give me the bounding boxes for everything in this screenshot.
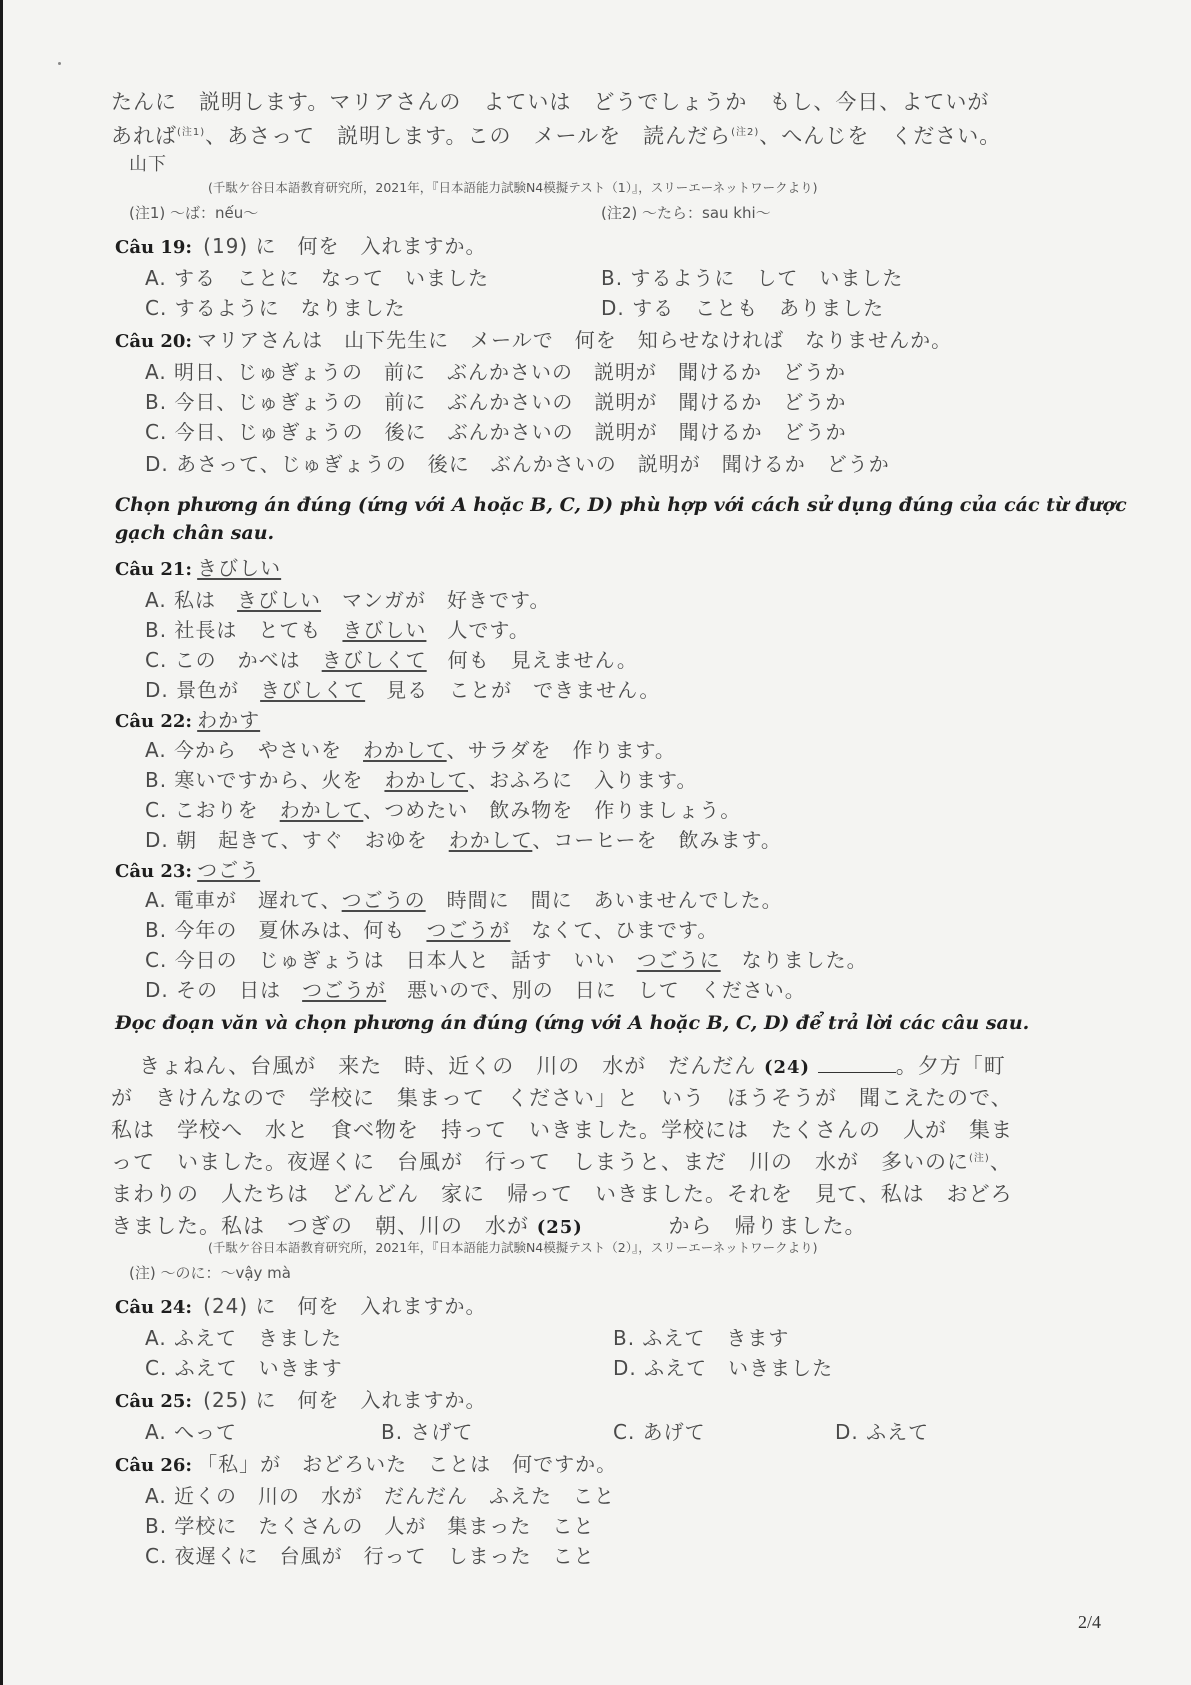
passage1-line2-part: 、へんじを ください。 (759, 124, 1002, 148)
q24-option-a: A. ふえて きました (145, 1326, 343, 1350)
question-22 (115, 704, 1191, 733)
target-word: きびしい (197, 556, 282, 580)
option-text: A. 電車が 遅れて、 (145, 888, 342, 912)
option-text: 人です。 (426, 618, 530, 642)
passage1-note1: (注1) ～ば：nếu～ (129, 204, 259, 222)
underlined-word: わかして (279, 798, 364, 822)
blank-marker-25: (25) (536, 1217, 583, 1238)
question-23 (115, 854, 1191, 883)
option-text: D. その 日は (145, 978, 303, 1002)
q25-option-a: A. へって (145, 1420, 238, 1444)
q21-option-c (145, 644, 1191, 673)
option-text: 、サラダを 作ります。 (446, 738, 676, 762)
q26-option-a: A. 近くの 川の 水が だんだん ふえた こと (145, 1484, 616, 1508)
q21-option-a (145, 584, 1191, 613)
instruction-usage-line1: Chọn phương án đúng (ứng với A hoặc B, C, D) phù hợp với cách sử dụng đúng của các từ được (115, 494, 1127, 516)
target-word: わかす (197, 708, 261, 732)
question-25 (115, 1384, 1191, 1413)
option-text: なくて、ひまです。 (510, 918, 719, 942)
option-text: なりました。 (720, 948, 868, 972)
option-text: A. 私は (145, 588, 238, 612)
q23-option-b (145, 914, 1191, 943)
passage2-line6 (111, 1210, 1191, 1240)
passage1-line1: たんに 説明します。マリアさんの よていは どうでしょうか もし、今日、よていが (111, 90, 990, 114)
q19-option-a: A. する ことに なって いました (145, 266, 490, 290)
q23-option-d (145, 974, 1191, 1003)
question-19 (115, 230, 1191, 259)
q19-option-d: D. する ことも ありました (601, 296, 885, 320)
q22-option-d (145, 824, 1191, 853)
option-text: 悪いので、別の 日に して ください。 (386, 978, 806, 1002)
underlined-word: きびしくて (260, 678, 366, 702)
passage2-note: (注) ～のに：～vậy mà (129, 1264, 291, 1282)
option-text: C. こおりを (145, 798, 280, 822)
q25-option-b: B. さげて (381, 1420, 474, 1444)
instruction-usage-line2: gạch chân sau. (115, 522, 275, 544)
scan-speck (58, 62, 61, 65)
q26-option-c: C. 夜遅くに 台風が 行って しまった こと (145, 1544, 595, 1568)
q19-option-c: C. するように なりました (145, 296, 406, 320)
page-number: 2/4 (1078, 1612, 1102, 1632)
q25-option-c: C. あげて (613, 1420, 706, 1444)
instruction-reading: Đọc đoạn văn và chọn phương án đúng (ứng với A hoặc B, C, D) để trả lời các câu sau. (115, 1012, 1030, 1034)
q19-option-b: B. するように して いました (601, 266, 904, 290)
answer-blank (590, 1217, 668, 1233)
passage2-line3: 私は 学校へ 水と 食べ物を 持って いきました。学校には たくさんの 人が 集ま (111, 1118, 1013, 1142)
passage2-line2: が きけんなので 学校に 集まって ください」と いう ほうそうが 聞こえたので、 (111, 1086, 1013, 1110)
q20-option-b: B. 今日、じゅぎょうの 前に ぶんかさいの 説明が 聞けるか どうか (145, 390, 847, 414)
footnote-marker: (注2) (731, 127, 760, 138)
passage1-source: (千駄ケ谷日本語教育研究所，2021年，『日本語能力試験N4模擬テスト（1）』，スリーエーネットワークより) (208, 180, 818, 195)
underlined-word: つごうに (636, 948, 721, 972)
blank-marker-24: (24) (763, 1057, 811, 1078)
q24-option-b: B. ふえて きます (613, 1326, 790, 1350)
q22-option-a (145, 734, 1191, 763)
question-24 (115, 1290, 1191, 1319)
passage1-note2: (注2) ～たら：sau khi～ (601, 204, 771, 222)
underlined-word: きびしくて (321, 648, 427, 672)
passage2-source: (千駄ケ谷日本語教育研究所，2021年，『日本語能力試験N4模擬テスト（2）』，スリーエーネットワークより) (208, 1240, 818, 1255)
option-text: D. 景色が (145, 678, 261, 702)
answer-blank (818, 1056, 896, 1073)
option-text: C. この かべは (145, 648, 322, 672)
passage-text: って いました。夜遅くに 台風が 行って しまうと、まだ 川の 水が 多いのに (111, 1150, 969, 1174)
passage1-line2-part: 、あさって 説明します。この メールを 読んだら (205, 124, 732, 148)
question-text: 「私」が おどろいた ことは 何ですか。 (197, 1452, 618, 1476)
passage-text: 。夕方「町 (895, 1054, 1006, 1078)
passage2-line1 (139, 1050, 1191, 1080)
option-text: C. 今日の じゅぎょうは 日本人と 話す いい (145, 948, 637, 972)
passage1-line2-part: あれば (111, 124, 177, 148)
passage2-line5: まわりの 人たちは どんどん 家に 帰って いきました。それを 見て、私は おどろ (111, 1182, 1013, 1206)
underlined-word: きびしい (237, 588, 322, 612)
q26-option-b: B. 学校に たくさんの 人が 集まった こと (145, 1514, 595, 1538)
question-26 (115, 1448, 1191, 1477)
option-text: B. 今年の 夏休みは、何も (145, 918, 427, 942)
question-label: Câu 19: (115, 237, 193, 258)
q22-option-c (145, 794, 1191, 823)
footnote-marker: (注1) (177, 127, 206, 138)
q20-option-c: C. 今日、じゅぎょうの 後に ぶんかさいの 説明が 聞けるか どうか (145, 420, 847, 444)
question-21 (115, 552, 1191, 581)
underlined-word: つごうが (302, 978, 387, 1002)
question-label: Câu 24: (115, 1297, 193, 1318)
passage2-line4 (111, 1146, 1191, 1176)
question-label: Câu 22: (115, 711, 193, 732)
q22-option-b (145, 764, 1191, 793)
option-text: A. 今から やさいを (145, 738, 364, 762)
question-label: Câu 20: (115, 331, 193, 352)
option-text: 、つめたい 飲み物を 作りましょう。 (363, 798, 742, 822)
option-text: 何も 見えません。 (426, 648, 638, 672)
passage-text: きました。私は つぎの 朝、川の 水が (111, 1214, 529, 1238)
q24-option-d: D. ふえて いきました (613, 1356, 834, 1380)
underlined-word: わかして (363, 738, 447, 762)
q25-option-d: D. ふえて (835, 1420, 930, 1444)
target-word: つごう (197, 858, 261, 882)
q23-option-a (145, 884, 1191, 913)
question-label: Câu 23: (115, 861, 193, 882)
question-text: マリアさんは 山下先生に メールで 何を 知らせなければ なりませんか。 (197, 328, 953, 352)
underlined-word: わかして (448, 828, 533, 852)
passage1-signature: 山下 (129, 154, 167, 175)
passage1-line2 (111, 120, 1191, 150)
question-text: (24) に 何を 入れますか。 (203, 1294, 487, 1318)
question-label: Câu 25: (115, 1391, 193, 1412)
option-text: B. 寒いですから、火を (145, 768, 385, 792)
question-text: (19) に 何を 入れますか。 (203, 234, 487, 258)
passage-text: きょねん、台風が 来た 時、近くの 川の 水が だんだん (139, 1054, 757, 1078)
q21-option-d (145, 674, 1191, 703)
passage-text: から 帰りました。 (668, 1214, 867, 1238)
option-text: 時間に 間に あいませんでした。 (425, 888, 783, 912)
underlined-word: つごうが (426, 918, 511, 942)
option-text: 、コーヒーを 飲みます。 (532, 828, 782, 852)
question-text: (25) に 何を 入れますか。 (203, 1388, 487, 1412)
q23-option-c (145, 944, 1191, 973)
option-text: 、おふろに 入ります。 (468, 768, 698, 792)
q20-option-a: A. 明日、じゅぎょうの 前に ぶんかさいの 説明が 聞けるか どうか (145, 360, 847, 384)
option-text: 見る ことが できません。 (365, 678, 661, 702)
question-label: Câu 26: (115, 1455, 193, 1476)
option-text: B. 社長は とても (145, 618, 343, 642)
q20-option-d: D. あさって、じゅぎょうの 後に ぶんかさいの 説明が 聞けるか どうか (145, 452, 890, 476)
question-20 (115, 324, 1191, 353)
footnote-marker: (注) (969, 1153, 990, 1164)
question-label: Câu 21: (115, 559, 193, 580)
q24-option-c: C. ふえて いきます (145, 1356, 343, 1380)
underlined-word: つごうの (341, 888, 426, 912)
passage-text: 、 (989, 1150, 1012, 1174)
option-text: マンガが 好きです。 (321, 588, 551, 612)
q21-option-b (145, 614, 1191, 643)
option-text: D. 朝 起きて、すぐ おゆを (145, 828, 449, 852)
underlined-word: きびしい (342, 618, 427, 642)
underlined-word: わかして (384, 768, 469, 792)
